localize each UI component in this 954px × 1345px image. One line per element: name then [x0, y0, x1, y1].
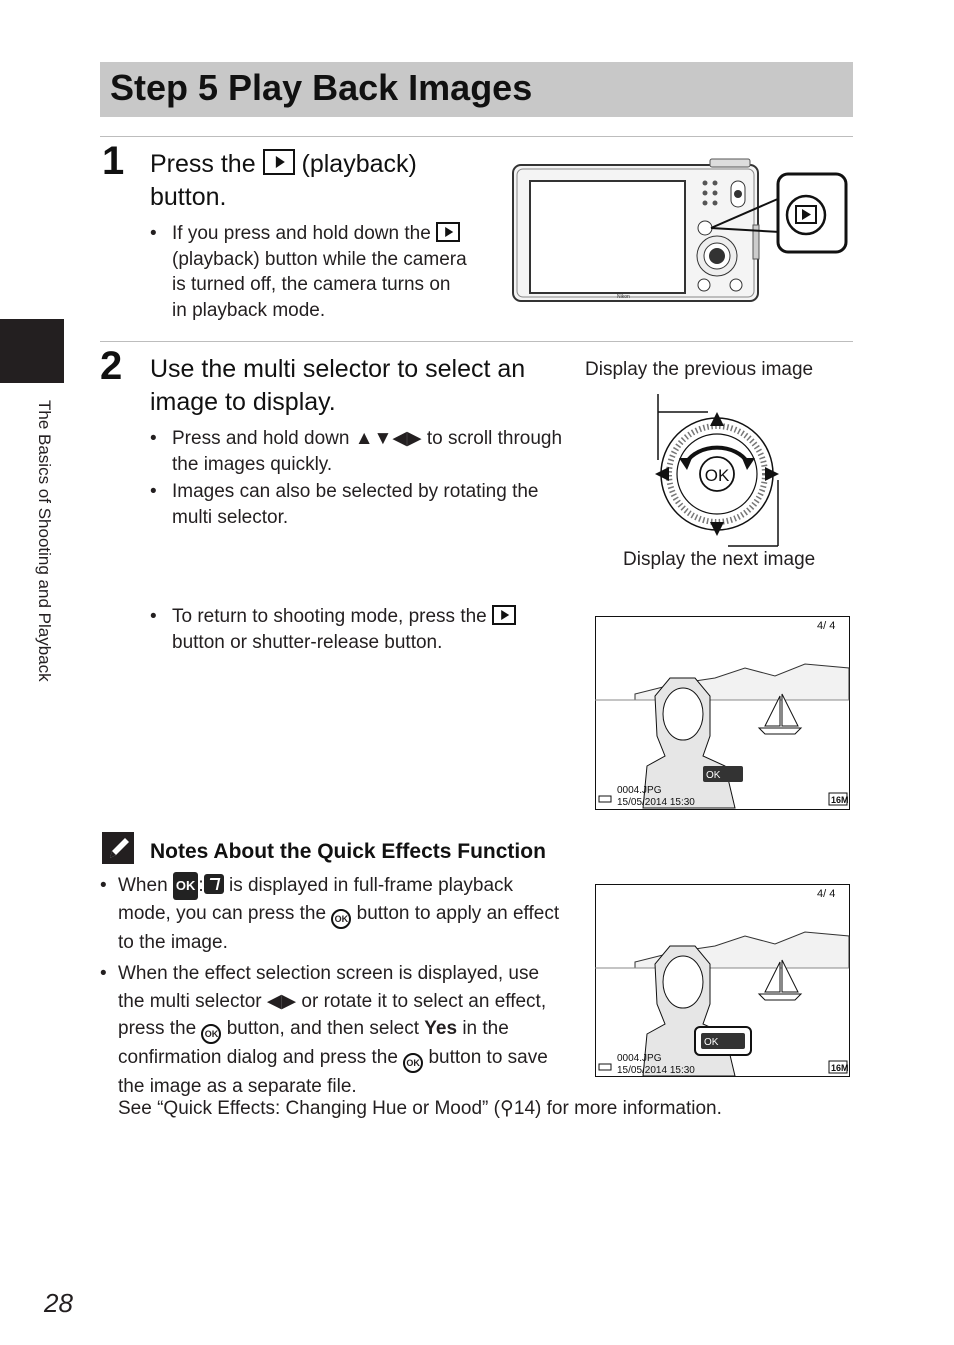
svg-text:OK: OK: [704, 1037, 719, 1048]
chapter-label: The Basics of Shooting and Playback: [35, 400, 54, 682]
notes-bullets: [100, 872, 562, 1101]
filename: 0004.JPG: [617, 1053, 662, 1064]
divider: [100, 136, 853, 137]
chapter-tab: [0, 319, 64, 383]
step-1-number: 1: [102, 139, 125, 183]
playback-icon: [263, 149, 295, 175]
list-item: • When the effect selection screen is displayed, use the multi selector ◀▶ or rotate it to select an effect, press the OK button, and then select Yes in the confirmation dialog and press the OK button to save the image as a separate file.: [100, 960, 562, 1101]
step-2-number: 2: [100, 344, 123, 388]
page-title: Step 5 Play Back Images: [110, 67, 533, 108]
svg-text:16M: 16M: [831, 795, 849, 805]
frame-counter: 4/ 4: [817, 620, 836, 632]
svg-text:16M: 16M: [831, 1063, 849, 1073]
step-2-bullets: [150, 426, 570, 530]
divider: [100, 341, 853, 342]
step-1-heading: Press the (playback) button.: [150, 150, 417, 211]
multi-selector-diagram: [650, 388, 790, 548]
step-1-bullets: [150, 221, 470, 323]
caption-next-image: Display the next image: [623, 549, 816, 570]
datetime: 15/05/2014 15:30: [617, 797, 695, 808]
list-item: • Images can also be selected by rotating the multi selector.: [150, 479, 570, 530]
playback-icon: [436, 222, 460, 242]
list-item: • If you press and hold down the (playback) button while the camera is turned off, the camera turns on in playback mode.: [150, 221, 470, 323]
caption-previous-image: Display the previous image: [585, 359, 814, 380]
list-item: • To return to shooting mode, press the button or shutter-release button.: [150, 604, 560, 655]
list-item: • Press and hold down ▲▼◀▶ to scroll through the images quickly.: [150, 426, 570, 477]
pencil-note-icon: [102, 832, 134, 864]
step-2-heading: Use the multi selector to select an image to display.: [150, 355, 526, 416]
battery-icon: [599, 796, 611, 802]
camera-brand: Nikon: [617, 294, 630, 300]
effect-icon: [204, 874, 224, 894]
list-item: • When OK : is displayed in full-frame playback mode, you can press the OK button to apply an effect to the image.: [100, 872, 562, 956]
camera-back-illustration: [505, 155, 855, 307]
datetime: 15/05/2014 15:30: [617, 1065, 695, 1076]
page-number: 28: [44, 1288, 73, 1318]
see-reference: See “Quick Effects: Changing Hue or Mood” (⚲14) for more information.: [118, 1098, 722, 1119]
playback-screen-quick-effects: [595, 884, 851, 1078]
playback-screen: [595, 616, 851, 810]
filename: 0004.JPG: [617, 785, 662, 796]
ok-button-label: OK: [704, 466, 730, 485]
notes-heading: Notes About the Quick Effects Function: [150, 840, 546, 863]
svg-text:OK: OK: [706, 770, 721, 781]
step-2-return-bullet: [150, 604, 560, 655]
battery-icon: [599, 1064, 611, 1070]
frame-counter: 4/ 4: [817, 888, 836, 900]
playback-icon: [492, 605, 516, 625]
reference-icon: ⚲: [499, 1098, 514, 1119]
